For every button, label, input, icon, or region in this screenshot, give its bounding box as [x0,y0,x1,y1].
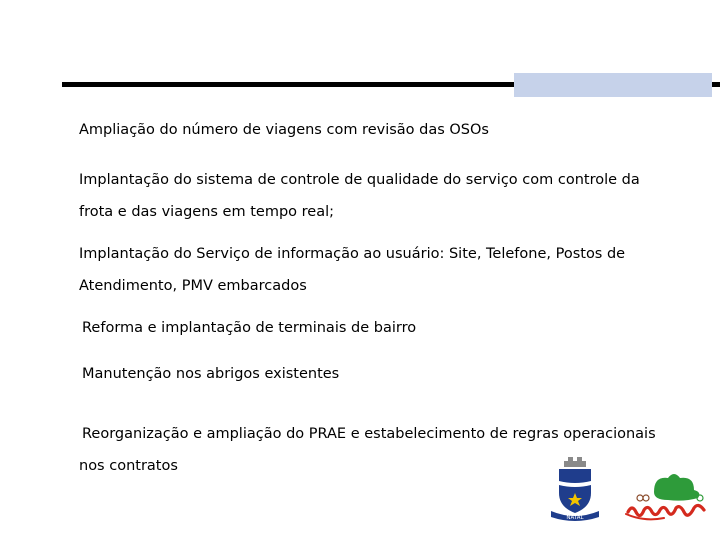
natal-crest-logo [545,455,605,523]
bullet-item-2 [79,164,689,228]
accent-block [514,73,712,97]
bullet-item-3-line-2: Atendimento, PMV embarcados [79,278,307,294]
bullet-item-1: Ampliação do número de viagens com revisão das OSOs [79,122,489,138]
bullet-item-6-line-1: Reorganização e ampliação do PRAE e estabelecimento de regras operacionais [82,426,656,442]
bullet-item-4: Reforma e implantação de terminais de bairro [82,320,417,336]
bullet-item-2-line-2: frota e das viagens em tempo real; [79,204,334,220]
bullet-item-2-line-1: Implantação do sistema de controle de qualidade do serviço com controle da [79,172,640,188]
brand-logo [624,468,710,524]
bullet-item-5: Manutenção nos abrigos existentes [82,366,340,382]
bullet-item-6-line-2: nos contratos [79,458,178,474]
crest-label: NATAL [566,515,584,521]
bullet-item-3 [79,238,689,302]
bullet-item-3-line-1: Implantação do Serviço de informação ao usuário: Site, Telefone, Postos de [79,246,626,262]
